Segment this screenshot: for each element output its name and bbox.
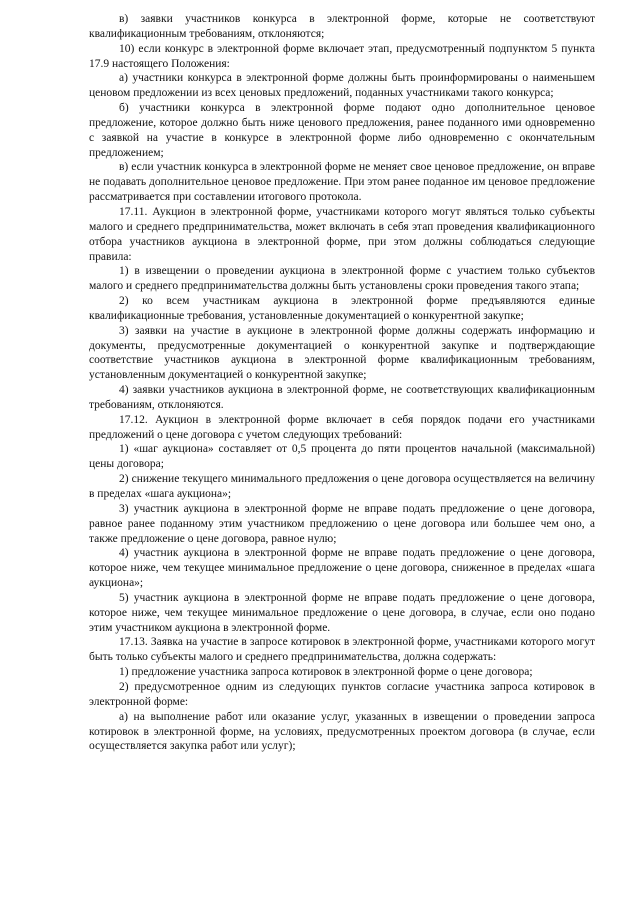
paragraph: 3) заявки на участие в аукционе в электронной форме должны содержать информацию и документы, предусмотренные документацией о конкурентной закупке и подтверждающие соответствие участников аукциона в электронной форме квалификационным требованиям, установленным документацией о конкурентной закупке; [89, 324, 595, 382]
paragraph: а) на выполнение работ или оказание услуг, указанных в извещении о проведении запроса котировок в электронной форме, на условиях, предусмотренных проектом договора (в случае, если осуществляется закупка работ или услуг); [89, 710, 595, 753]
paragraph: 1) «шаг аукциона» составляет от 0,5 процента до пяти процентов начальной (максимальной) цены договора; [89, 443, 595, 471]
paragraph: 1) предложение участника запроса котировок в электронной форме о цене договора; [119, 666, 533, 679]
paragraph: 10) если конкурс в электронной форме включает этап, предусмотренный подпунктом 5 пункта 17.9 настоящего Положения: [89, 42, 595, 70]
paragraph: в) если участник конкурса в электронной форме не меняет свое ценовое предложение, он вправе не подавать дополнительное ценовое предложение. При этом ранее поданное им ценовое предложение рассматривается при составлении итогового протокола. [89, 161, 595, 204]
paragraph: а) участники конкурса в электронной форме должны быть проинформированы о наименьшем ценовом предложении из всех ценовых предложений, поданных участниками такого конкурса; [89, 72, 595, 100]
paragraph: 3) участник аукциона в электронной форме не вправе подать предложение о цене договора, равное ранее поданному этим участником предложению о цене договора или большее чем оно, а также предложение о цене договора, равное нулю; [89, 502, 595, 545]
paragraph: 4) заявки участников аукциона в электронной форме, не соответствующих квалификационным требованиям, отклоняются. [89, 384, 595, 411]
document-page [89, 12, 595, 754]
paragraph: б) участники конкурса в электронной форме подают одно дополнительное ценовое предложение, которое должно быть ниже ценового предложения, ранее поданного ими одновременно с заявкой на участие в конкурсе в электронной форме либо одновременно с окончательным предложением; [89, 102, 595, 159]
paragraph: в) заявки участников конкурса в электронной форме, которые не соответствуют квалификационным требованиям, отклоняются; [89, 13, 595, 40]
paragraph: 2) ко всем участникам аукциона в электронной форме предъявляются единые квалификационные требования, установленные документацией о конкурентной закупке; [89, 295, 595, 322]
paragraph: 17.11. Аукцион в электронной форме, участниками которого могут являться только субъекты малого и среднего предпринимательства, может включать в себя этап проведения квалификационного отбора участников аукциона в электронной форме, при этом должны соблюдаться следующие правила: [89, 205, 595, 263]
paragraph: 4) участник аукциона в электронной форме не вправе подать предложение о цене договора, которое ниже, чем текущее минимальное предложение о цене договора, сниженное в пределах «шага аукциона»; [89, 547, 595, 590]
paragraph: 17.12. Аукцион в электронной форме включает в себя порядок подачи его участниками предложений о цене договора с учетом следующих требований: [89, 413, 595, 441]
paragraph: 5) участник аукциона в электронной форме не вправе подать предложение о цене договора, которое ниже, чем текущее минимальное предложение о цене договора, в случае, если оно подано этим участником аукциона в электронной форме. [89, 591, 595, 634]
paragraph: 2) снижение текущего минимального предложения о цене договора осуществляется на величину в пределах «шага аукциона»; [89, 473, 595, 500]
paragraph: 2) предусмотренное одним из следующих пунктов согласие участника запроса котировок в электронной форме: [89, 680, 595, 708]
paragraph: 1) в извещении о проведении аукциона в электронной форме с участием только субъектов малого и среднего предпринимательства должны быть установлены сроки проведения такого этапа; [89, 265, 595, 293]
paragraph: 17.13. Заявка на участие в запросе котировок в электронной форме, участниками которого могут быть только субъекты малого и среднего предпринимательства, должна содержать: [89, 636, 595, 664]
